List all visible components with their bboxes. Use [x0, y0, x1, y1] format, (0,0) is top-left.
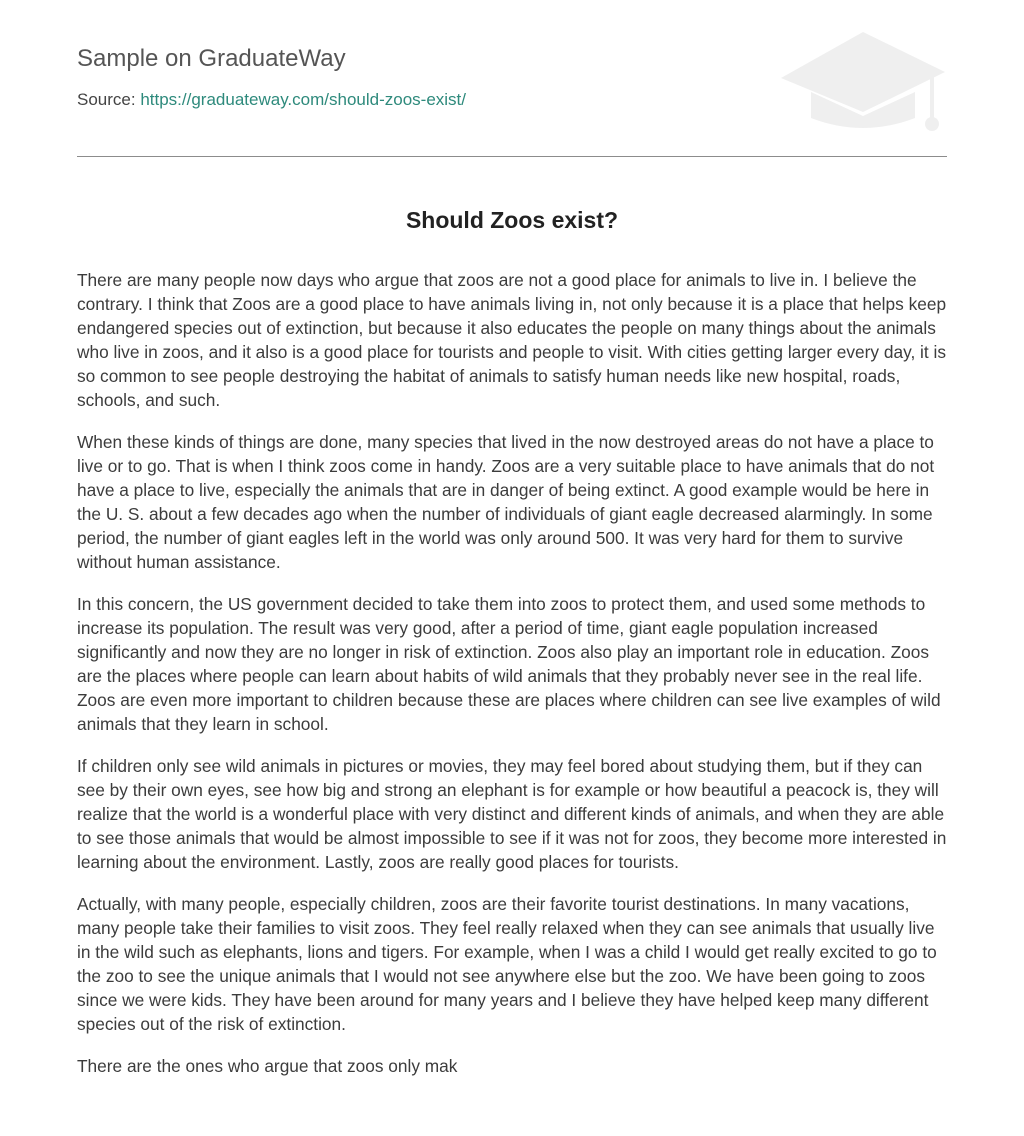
graduation-cap-icon [781, 30, 949, 134]
article-paragraph: There are many people now days who argue that zoos are not a good place for animals to live in. I believe the contrary. I think that Zoos are a good place to have animals living in, not only because it is a place that helps keep endangered species out of extinction, but because it also educates the people on many things about the animals who live in zoos, and it also is a good place for tourists and people to visit. With cities getting larger every day, it is so common to see people destroying the habitat of animals to satisfy human needs like new hospital, roads, schools, and such. [77, 270, 947, 410]
source-line [77, 89, 466, 111]
article-title: Should Zoos exist? [405, 207, 619, 233]
article-paragraph: Actually, with many people, especially children, zoos are their favorite tourist destinations. In many vacations, many people take their families to visit zoos. They feel really relaxed when they can see animals that usually live in the wild such as elephants, lions and tigers. For example, when I was a child I would get really excited to go to the zoo to see the unique animals that I would not see anywhere else but the zoo. We have been going to zoos since we were kids. They have been around for many years and I believe they have helped keep many different species out of the risk of extinction. [77, 894, 937, 1034]
article-paragraph: If children only see wild animals in pictures or movies, they may feel bored about studying them, but if they can see by their own eyes, see how big and strong an elephant is for example or how beautiful a peacock is, they will realize that the world is a wonderful place with very distinct and different kinds of animals, and when they are able to see those animals that would be almost impossible to see if it was not for zoos, they become more interested in learning about the environment. Lastly, zoos are really good places for tourists. [77, 756, 947, 872]
site-title: Sample on GraduateWay [77, 45, 346, 72]
page-header [77, 0, 947, 157]
article-body [77, 268, 949, 1096]
article-paragraph: There are the ones who argue that zoos only mak [77, 1056, 458, 1076]
article-paragraph: When these kinds of things are done, many species that lived in the now destroyed areas do not have a place to live or to go. That is when I think zoos come in handy. Zoos are a very suitable place to have animals that do not have a place to live, especially the animals that are in danger of being extinct. A good example would be here in the U. S. about a few decades ago when the number of individuals of giant eagle decreased alarmingly. In some period, the number of giant eagles left in the world was only around 500. It was very hard for them to survive without human assistance. [77, 432, 935, 572]
article-paragraph: In this concern, the US government decided to take them into zoos to protect them, and used some methods to increase its population. The result was very good, after a period of time, giant eagle population increased significantly and now they are no longer in risk of extinction. Zoos also play an important role in education. Zoos are the places where people can learn about habits of wild animals that they probably never see in the real life. Zoos are even more important to children because these are places where children can see live examples of wild animals that they learn in school. [77, 594, 941, 734]
source-label: Source: [77, 90, 136, 109]
source-link[interactable]: https://graduateway.com/should-zoos-exist/ [140, 90, 467, 109]
